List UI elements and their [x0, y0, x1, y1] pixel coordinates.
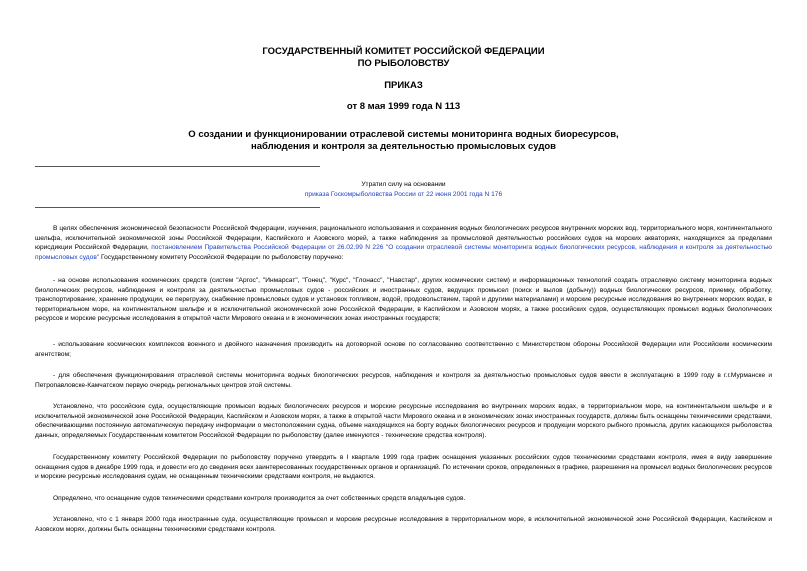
paragraph-4: - для обеспечения функционирования отраслевой системы мониторинга водных биологических ресурсов, наблюдения и контроля за деятельностью промысловых судов ввести в эксплуатацию в 1999 году в г.г.Мурманске и Петропавловске-Камчатском первую очередь региональных центров этой системы.	[35, 372, 772, 389]
repeal-order-link[interactable]: приказа Госкомрыболовства России от 22 июня 2001 года N 176	[304, 191, 503, 198]
paragraph-2: - на основе использования космических средств (систем "Аргос", "Инмарсат", "Гонец", "Курс", "Глонасс", "Навстар", других космических систем) и информационных технологий создать отраслевую систему мониторинга водных биологических ресурсов, наблюдения и контроля за деятельностью промысловых судов - российских и иностранных судов, ведущих промысел (поиск и вылов (добычу)) водных биологических ресурсов, приемку, обработку, транспортирование, хранение продукции, ее перегрузку, снабжение промысловых судов и установок топливом, водой, продовольствием, тарой и другими материалами) и морские ресурсные исследования во внутренних морских водах, в территориальном море, на континентальном шельфе и в исключительной экономической зоне Российской Федерации, в Каспийском и Азовском морях, а также российских судов, осуществляющих промысел водных биологических ресурсов и морские ресурсные исследования в открытой части Мирового океана и в экономических зонах иностранных государств;	[35, 277, 772, 323]
paragraph-1-text-b: Государственному комитету Российской Федерации по рыболовству поручено:	[99, 253, 344, 261]
government-decree-link[interactable]: постановлением Правительства Российской Федерации от 26.02.99 N 226 "О создании отраслевой системы мониторинга водных биологических ресурсов, наблюдения и контроля за деятельностью промысловых судов"	[35, 244, 772, 261]
paragraph-1	[35, 224, 772, 262]
subject-line-2: наблюдения и контроля за деятельностью промысловых судов	[250, 141, 556, 152]
org-line-1: ГОСУДАРСТВЕННЫЙ КОМИТЕТ РОССИЙСКОЙ ФЕДЕРАЦИИ	[262, 46, 545, 57]
paragraph-3: - использование космических комплексов военного и двойного назначения производить на договорной основе по согласованию соответственно с Министерством обороны Российской Федерации или Российским космическим агентством;	[35, 341, 772, 358]
paragraph-6: Государственному комитету Российской Федерации по рыболовству поручено утвердить в I квартале 1999 года график оснащения указанных российских судов техническими средствами контроля, имея в виду завершение оснащения судов в декабре 1999 года, и довести его до сведения всех заинтересованных государственных органов и организаций. По истечении сроков, определенных в графике, разрешения на промысел водных биологических ресурсов и морские ресурсные исследования судам, не оснащенным техническими средствами контроля, не выдаются.	[35, 454, 772, 481]
document-type: ПРИКАЗ	[384, 80, 423, 91]
paragraph-1-text-a: В целях обеспечения экономической безопасности Российской Федерации, изучения, рационального использования и сохранения водных биологических ресурсов внутренних морских вод, территориального моря, континентального шельфа, исключительной экономической зоны Российской Федерации, Каспийского и Азовского морей, а также наблюдения за промысловой деятельностью российских судов на морских акваториях, находящихся за пределами юрисдикции Российской Федерации,	[35, 225, 772, 252]
paragraph-5: Установлено, что российские суда, осуществляющие промысел водных биологических ресурсов и морские ресурсные исследования во внутренних морских водах, в территориальном море, на континентальном шельфе и в исключительной экономической зоне Российской Федерации, Каспийском и Азовском морях, а также в открытой части Мирового океана и в экономических зонах иностранных государств, должны быть оснащены техническими средствами, обеспечивающими постоянную автоматическую передачу информации о местоположении судна, объеме находящихся на борту водных биологических ресурсов и продукции морского рыбного промысла, других касающихся рыболовства данных, определяемых Государственным комитетом Российской Федерации по рыболовству (далее именуются - технические средства контроля).	[35, 403, 772, 439]
divider-top	[35, 166, 320, 167]
paragraph-8: Установлено, что с 1 января 2000 года иностранные суда, осуществляющие промысел и морские ресурсные исследования в территориальном море, в исключительной экономической зоне Российской Федерации, Каспийском и Азовском морях, должны быть оснащены техническими средствами контроля.	[35, 516, 772, 533]
subject-line-1: О создании и функционировании отраслевой системы мониторинга водных биоресурсов,	[188, 129, 619, 140]
document-subject	[0, 129, 807, 153]
document-date-number: от 8 мая 1999 года N 113	[346, 101, 461, 112]
paragraph-7: Определено, что оснащение судов техническими средствами контроля производится за счет собственных средств владельцев судов.	[53, 495, 466, 502]
status-note: Утратил силу на основании	[361, 181, 446, 188]
issuing-organization	[0, 46, 807, 70]
divider-bottom	[35, 207, 320, 208]
status-link-line	[0, 190, 807, 200]
org-line-2: ПО РЫБОЛОВСТВУ	[357, 58, 450, 69]
